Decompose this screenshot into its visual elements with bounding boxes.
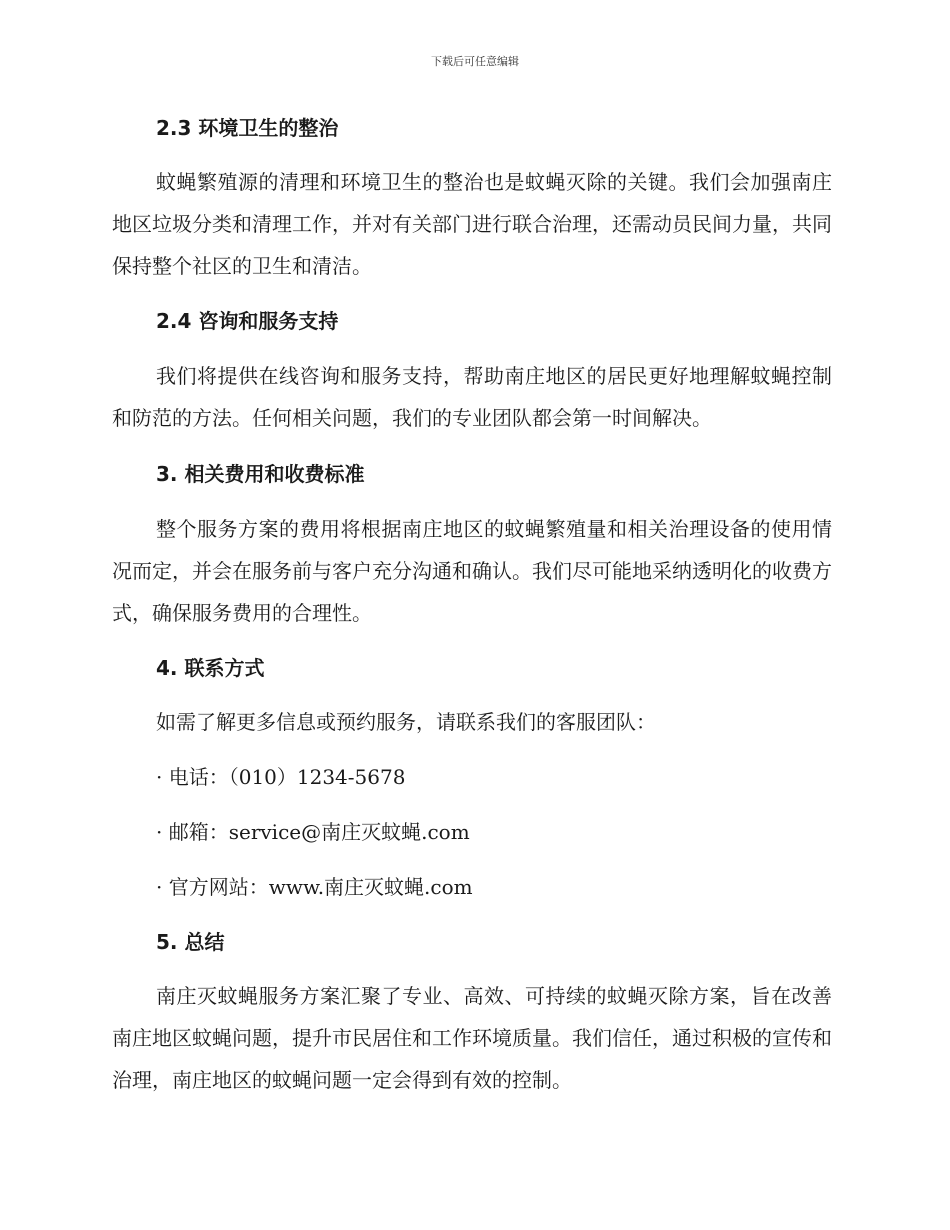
section-body-5: 南庄灭蚊蝇服务方案汇聚了专业、高效、可持续的蚊蝇灭除方案，旨在改善南庄地区蚊蝇问题，提升市民居住和工作环境质量。我们信任，通过积极的宣传和治理，南庄地区的蚊蝇问题一定会得到有效的控制。 xyxy=(112,984,832,1092)
section-heading-4: 4. 联系方式 xyxy=(156,656,265,680)
contact-website: · 官方网站：www.南庄灭蚊蝇.com xyxy=(156,875,473,899)
section-body-2-3: 蚊蝇繁殖源的清理和环境卫生的整治也是蚊蝇灭除的关键。我们会加强南庄地区垃圾分类和清理工作，并对有关部门进行联合治理，还需动员民间力量，共同保持整个社区的卫生和清洁。 xyxy=(112,170,832,278)
contact-email: · 邮箱：service@南庄灭蚊蝇.com xyxy=(156,820,470,844)
section-heading-3: 3. 相关费用和收费标准 xyxy=(156,462,365,486)
section-heading-2-3: 2.3 环境卫生的整治 xyxy=(156,116,339,140)
page-header: 下载后可任意编辑 xyxy=(431,55,519,68)
contact-intro: 如需了解更多信息或预约服务，请联系我们的客服团队： xyxy=(156,710,656,734)
contact-phone: · 电话：（010）1234-5678 xyxy=(156,765,406,789)
section-heading-2-4: 2.4 咨询和服务支持 xyxy=(156,309,339,333)
section-heading-5: 5. 总结 xyxy=(156,930,225,954)
section-body-2-4: 我们将提供在线咨询和服务支持，帮助南庄地区的居民更好地理解蚊蝇控制和防范的方法。任何相关问题，我们的专业团队都会第一时间解决。 xyxy=(112,364,832,430)
section-body-3: 整个服务方案的费用将根据南庄地区的蚊蝇繁殖量和相关治理设备的使用情况而定，并会在服务前与客户充分沟通和确认。我们尽可能地采纳透明化的收费方式，确保服务费用的合理性。 xyxy=(112,517,832,625)
